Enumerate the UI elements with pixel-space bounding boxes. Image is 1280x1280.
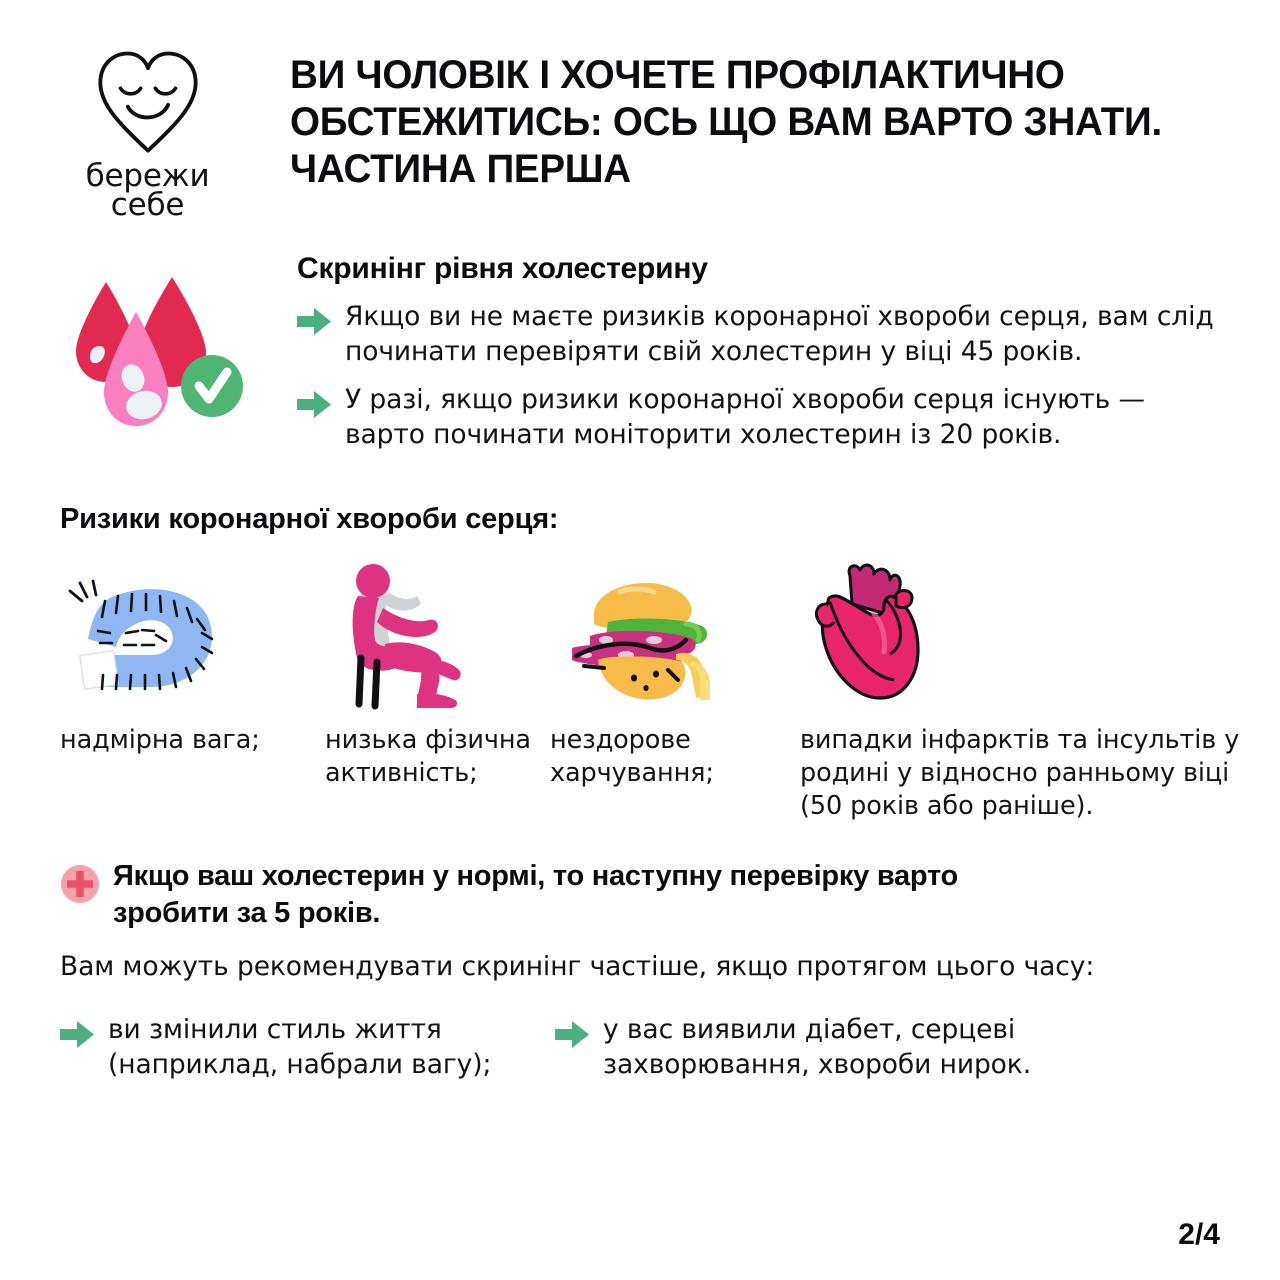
measuring-tape-icon (60, 560, 325, 710)
green-arrow-icon (555, 1020, 589, 1049)
risk-grid (60, 560, 1250, 823)
risk-item-overweight (60, 560, 325, 823)
page-title: ВИ ЧОЛОВІК І ХОЧЕТЕ ПРОФІЛАКТИЧНО ОБСТЕЖИТИСЬ: ОСЬ ЩО ВАМ ВАРТО ЗНАТИ. ЧАСТИНА ПЕРША (290, 53, 1162, 191)
screening-bullet-text: Якщо ви не маєте ризиків коронарної хвороби серця, вам слід починати перевіряти свій холестерин у віці 45 років. (345, 301, 1214, 367)
page-number: 2/4 (1178, 1218, 1220, 1251)
blood-drops-check-icon (60, 252, 280, 448)
screening-body (280, 252, 1240, 453)
header (60, 44, 1240, 224)
risk-label: низька фізична активність; (325, 725, 531, 788)
pink-plus-icon (60, 864, 100, 904)
green-arrow-icon (60, 1020, 94, 1049)
risk-label: надмірна вага; (60, 725, 260, 755)
screening-bullet-text: У разі, якщо ризики коронарної хвороби серця існують — варто починати моніторити холестерин із 20 років. (345, 384, 1145, 451)
risks-heading: Ризики коронарної хвороби серця: (60, 503, 559, 535)
callout-text: Якщо ваш холестерин у нормі, то наступну перевірку варто зробити за 5 років. (113, 860, 959, 930)
screening-bullet (297, 300, 1240, 369)
bottom-bullet-text: у вас виявили діабет, серцеві захворювання, хвороби нирок. (603, 1014, 1032, 1080)
screening-bullet (297, 383, 1240, 452)
cholesterol-normal-callout (60, 858, 1160, 932)
bottom-bullet-text: ви змінили стиль життя (наприклад, набрали вагу); (108, 1014, 492, 1080)
brand-logo (60, 44, 235, 224)
smiling-heart-logo-icon (93, 48, 203, 156)
bottom-bullets (60, 1013, 1240, 1096)
bottom-bullet (555, 1013, 1240, 1096)
risk-item-family-history (800, 560, 1250, 823)
bottom-bullet (60, 1013, 555, 1082)
anatomical-heart-icon (800, 560, 1250, 710)
green-arrow-icon (297, 307, 331, 336)
cholesterol-screening-section (60, 252, 1240, 453)
brand-name (85, 158, 210, 224)
screening-frequency-note: Вам можуть рекомендувати скринінг частіше, якщо протягом цього часу: (60, 951, 1095, 982)
screening-heading: Скринінг рівня холестерину (297, 252, 708, 285)
brand-name-line2: себе (110, 187, 185, 224)
sitting-person-icon (325, 560, 550, 710)
brand-name-line1: бережи (85, 158, 210, 194)
risk-label: нездорове харчування; (550, 725, 714, 788)
risk-label: випадки інфарктів та інсультів у родині у відносно ранньому віці (50 років або раніше). (800, 725, 1240, 821)
green-arrow-icon (297, 390, 331, 419)
burger-fries-icon (550, 560, 800, 710)
risk-item-low-activity (325, 560, 550, 823)
risk-item-unhealthy-food (550, 560, 800, 823)
